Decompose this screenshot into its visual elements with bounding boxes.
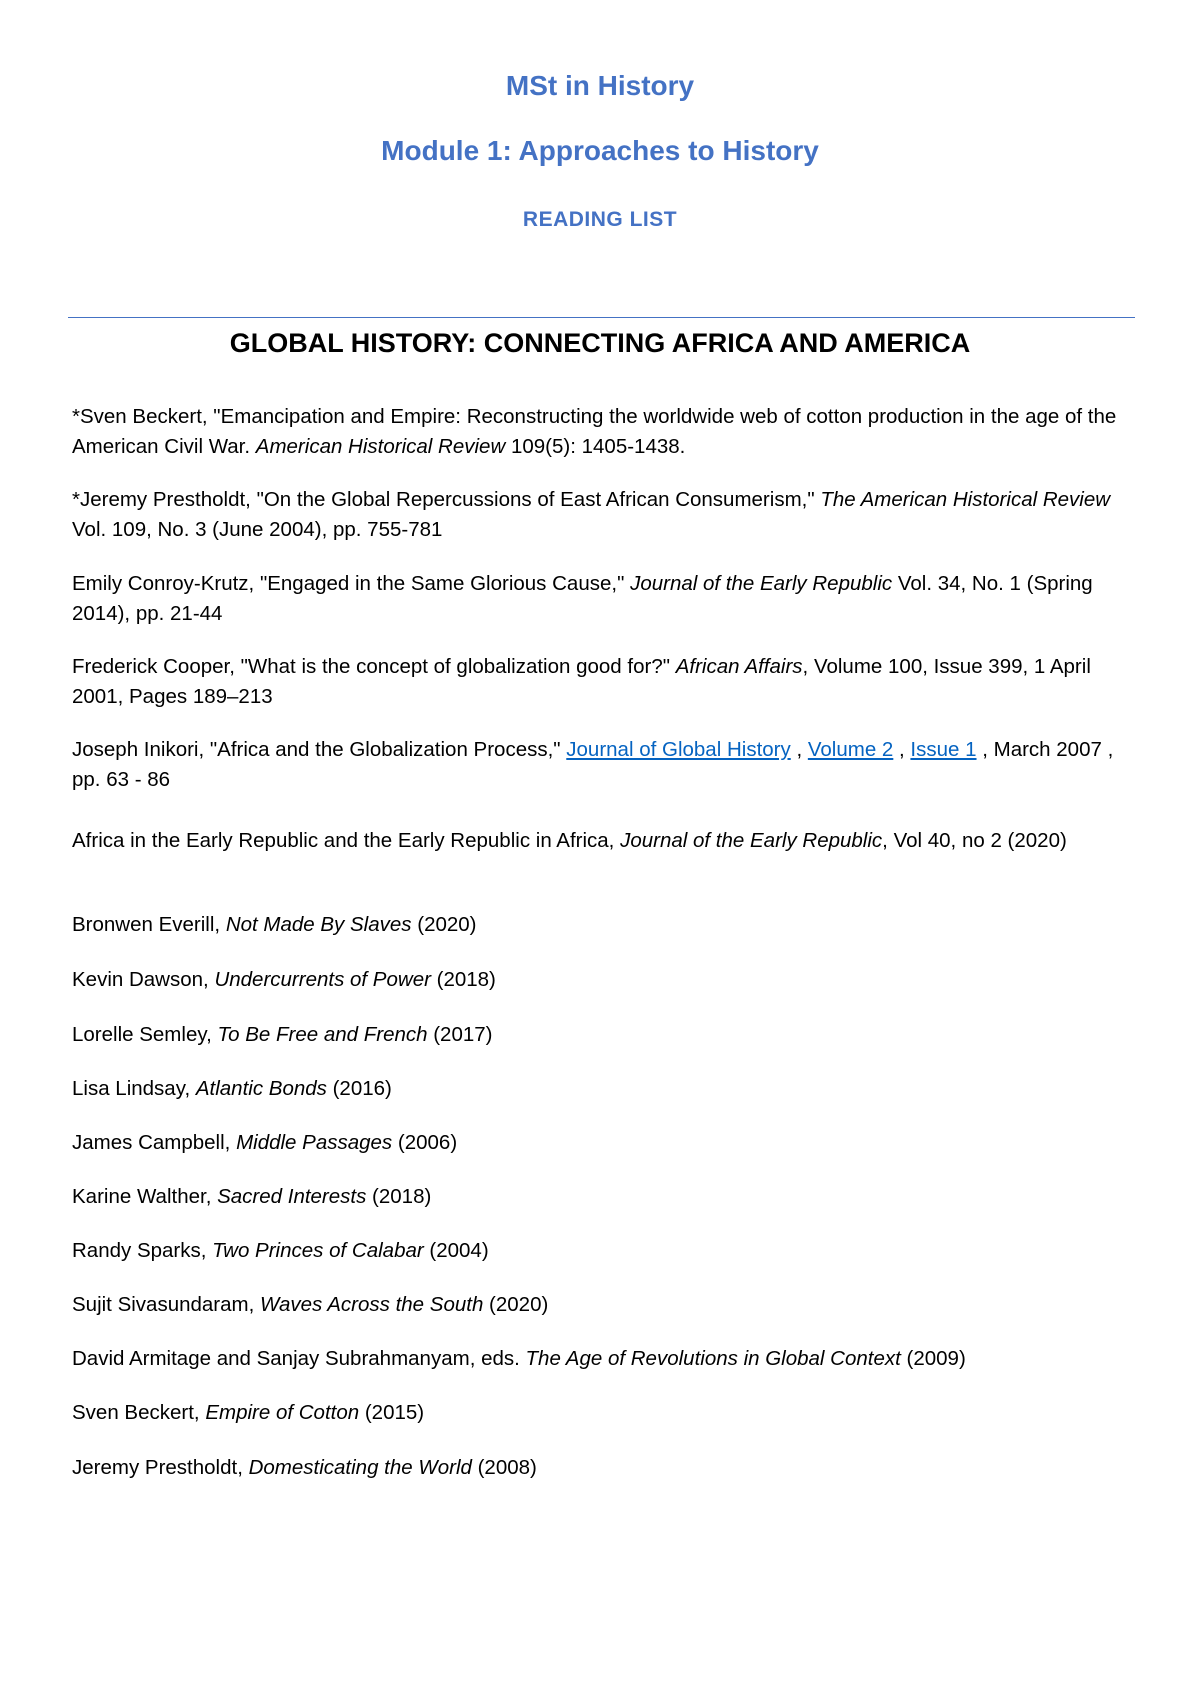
entry-title: Waves Across the South: [260, 1293, 484, 1316]
entry-text: (2018): [366, 1185, 432, 1208]
entry-title: Undercurrents of Power: [214, 968, 431, 991]
reading-entry-walther: [72, 1182, 1137, 1212]
entry-text: Frederick Cooper, "What is the concept of globalization good for?": [72, 655, 676, 678]
journal-link[interactable]: Journal of Global History: [566, 738, 791, 761]
entry-text: Vol. 109, No. 3 (June 2004), pp. 755-781: [72, 518, 443, 541]
entry-title: Domesticating the World: [248, 1456, 472, 1479]
horizontal-divider: [68, 317, 1135, 318]
section-title: GLOBAL HISTORY: CONNECTING AFRICA AND AMERICA: [229, 328, 971, 358]
entry-text: Kevin Dawson,: [72, 968, 215, 991]
reading-entry-semley: [72, 1020, 1137, 1050]
entry-text: , Vol 40, no 2 (2020): [882, 829, 1067, 852]
entry-text: *Jeremy Prestholdt, "On the Global Repercussions of East African Consumerism,": [72, 488, 821, 511]
entry-separator: ,: [893, 738, 911, 761]
entry-text: David Armitage and Sanjay Subrahmanyam, eds.: [72, 1347, 526, 1370]
entry-text: (2017): [427, 1023, 493, 1046]
entry-text: (2004): [423, 1239, 489, 1262]
reading-list-label: READING LIST: [522, 208, 678, 231]
reading-entry-everill: [72, 910, 1137, 940]
entry-text: (2006): [392, 1131, 458, 1154]
entry-text: Karine Walther,: [72, 1185, 218, 1208]
reading-entry-campbell: [72, 1128, 1137, 1158]
entry-text: Jeremy Prestholdt,: [72, 1456, 249, 1479]
entry-text: Emily Conroy-Krutz, "Engaged in the Same Glorious Cause,": [72, 572, 631, 595]
entry-title: Atlantic Bonds: [195, 1077, 327, 1100]
reading-entry-armitage-subrahmanyam: [72, 1344, 1137, 1374]
module-title: Module 1: Approaches to History: [381, 135, 819, 166]
entry-title: The Age of Revolutions in Global Context: [525, 1347, 901, 1370]
reading-entry-sparks: [72, 1236, 1137, 1266]
entry-text: *Sven Beckert, "Emancipation and Empire: Reconstructing the worldwide web of cotton production in the age of the American Civil War.: [72, 405, 1117, 458]
entry-text: Joseph Inikori, "Africa and the Globalization Process,": [72, 738, 567, 761]
program-title: MSt in History: [505, 70, 695, 101]
reading-entry-prestholdt-article: [72, 485, 1137, 545]
entry-text: Africa in the Early Republic and the Early Republic in Africa,: [72, 829, 621, 852]
entry-title: Middle Passages: [236, 1131, 393, 1154]
entry-text: Sujit Sivasundaram,: [72, 1293, 261, 1316]
entry-text: Lorelle Semley,: [72, 1023, 218, 1046]
entry-text: (2008): [471, 1456, 537, 1479]
reading-entry-inikori: [72, 735, 1137, 795]
reading-entry-lindsay: [72, 1074, 1137, 1104]
entry-text: , March 2007 , pp. 63 - 86: [72, 738, 1114, 791]
entry-title: Not Made By Slaves: [225, 913, 412, 936]
entry-text: (2018): [430, 968, 496, 991]
entry-text: (2020): [411, 913, 477, 936]
entry-title: Sacred Interests: [217, 1185, 367, 1208]
reading-entry-prestholdt-book: [72, 1453, 1137, 1483]
reading-entry-early-republic: [72, 826, 1137, 856]
entry-title: Empire of Cotton: [205, 1401, 360, 1424]
issue-link[interactable]: Issue 1: [910, 738, 977, 761]
entry-text: Vol. 34, No. 1 (Spring 2014), pp. 21-44: [72, 572, 1093, 625]
entry-text: (2009): [900, 1347, 966, 1370]
entry-text: Sven Beckert,: [72, 1401, 206, 1424]
entry-title: Journal of the Early Republic: [620, 829, 883, 852]
entry-title: To Be Free and French: [217, 1023, 428, 1046]
entry-text: Bronwen Everill,: [72, 913, 226, 936]
reading-entry-sivasundaram: [72, 1290, 1137, 1320]
entry-text: 109(5): 1405-1438.: [505, 435, 686, 458]
entry-title: American Historical Review: [255, 435, 506, 458]
reading-entry-dawson: [72, 965, 1137, 995]
entry-text: James Campbell,: [72, 1131, 237, 1154]
reading-entry-beckert-book: [72, 1398, 1137, 1428]
entry-title: Two Princes of Calabar: [212, 1239, 424, 1262]
entry-text: Lisa Lindsay,: [72, 1077, 196, 1100]
reading-entry-beckert-article: [72, 402, 1137, 462]
entry-separator: ,: [790, 738, 808, 761]
reading-entry-conroy-krutz: [72, 569, 1137, 629]
entry-text: (2015): [359, 1401, 425, 1424]
entry-title: The American Historical Review: [820, 488, 1111, 511]
entry-text: , Volume 100, Issue 399, 1 April 2001, Pages 189–213: [72, 655, 1091, 708]
reading-entry-cooper: [72, 652, 1137, 712]
entry-text: (2020): [483, 1293, 549, 1316]
entry-title: Journal of the Early Republic: [630, 572, 893, 595]
entry-text: (2016): [326, 1077, 392, 1100]
volume-link[interactable]: Volume 2: [807, 738, 894, 761]
entry-title: African Affairs: [675, 655, 803, 678]
entry-text: Randy Sparks,: [72, 1239, 213, 1262]
